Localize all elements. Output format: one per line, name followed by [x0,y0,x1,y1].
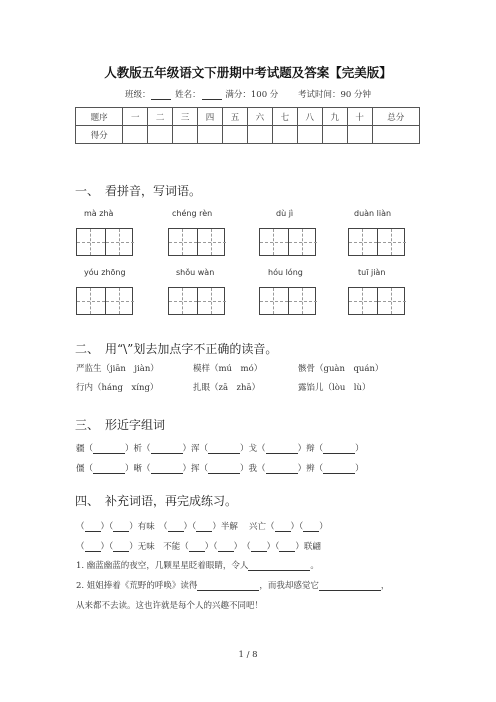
word-char: ）析（ [125,444,151,454]
writing-grid[interactable] [259,287,316,315]
score-cell[interactable] [198,126,223,144]
pinyin-label: duàn liàn [354,209,392,218]
idiom-line [76,540,321,552]
name-label: 姓名： [175,90,201,100]
idiom-text: ）联翩 [295,542,321,552]
exam-title: 人教版五年级语文下册期中考试题及答案【完美版】 [104,65,392,80]
section-1-heading: 一、 看拼音，写词语。 [75,184,202,198]
score-cell[interactable] [123,126,148,144]
idiom-text: ）（ [100,522,114,532]
word-char: ）戈（ [240,444,266,454]
score-table-header-row [76,108,420,126]
answer-blank[interactable] [151,444,183,454]
pinyin-label: yóu zhōng [84,268,126,277]
score-cell[interactable] [148,126,173,144]
section-4-heading: 四、 补充词语，再完成练习。 [75,494,238,508]
score-cell[interactable] [222,126,247,144]
writing-grid[interactable] [259,228,316,256]
reading-item: 模样（mú mó） [193,364,263,374]
word-char: 疆（ [76,444,94,454]
score-table-score-row [76,126,420,144]
score-header-cell: 一 [123,108,148,126]
idiom-text: ）无味 不能（ [129,542,189,552]
name-blank [202,90,222,100]
score-header-cell: 八 [297,108,322,126]
answer-blank[interactable] [208,444,240,454]
writing-grid[interactable] [348,287,405,315]
idiom-text: ）（ [183,522,197,532]
question-text: 。 [310,561,319,571]
word-char: ）辨（ [297,464,324,474]
answer-blank[interactable] [197,581,259,591]
reading-item: 行内（háng xíng） [76,383,159,393]
question-text: 2. 姐姐捧着《荒野的呼唤》读得 [76,581,198,591]
answer-blank[interactable] [93,444,125,454]
writing-grid[interactable] [168,228,225,256]
question-text: 1. 幽蓝幽蓝的夜空，几颗星星眨着眼睛，令人 [76,561,249,571]
score-header-cell: 四 [198,108,223,126]
exam-info-line [0,88,496,100]
answer-blank[interactable] [319,581,381,591]
score-header-cell: 二 [148,108,173,126]
answer-blank[interactable] [279,542,295,552]
score-header-cell: 题序 [76,108,123,126]
score-header-cell: 总分 [372,108,419,126]
idiom-text: （ [76,542,85,552]
word-char: ） [355,444,364,454]
score-cell[interactable] [247,126,272,144]
idiom-text: ）（ [290,522,304,532]
idiom-text: ）半解 兴亡（ [212,522,275,532]
reading-item: 扎眼（zā zhā） [193,383,261,393]
answer-blank[interactable] [196,522,212,532]
answer-blank[interactable] [208,464,240,474]
answer-blank[interactable] [248,561,310,571]
answer-blank[interactable] [85,522,101,532]
answer-blank[interactable] [323,464,355,474]
question-text: ，而我却感觉它 [259,581,319,591]
score-header-cell: 七 [272,108,297,126]
reading-item: 严监生（jiān jiàn） [76,364,159,374]
exam-time: 考试时间：90 分钟 [298,90,372,100]
score-cell[interactable] [272,126,297,144]
class-label: 班级： [124,90,151,100]
writing-grid[interactable] [348,228,405,256]
word-char: 僵（ [76,464,94,474]
reading-item: 露馅儿（lòu lù） [298,383,371,393]
writing-grid[interactable] [168,287,225,315]
section-3-heading: 三、 形近字组词 [75,418,166,432]
question-1 [76,559,319,571]
word-group-row [76,462,364,474]
score-header-cell: 九 [322,108,347,126]
answer-blank[interactable] [189,542,205,552]
pinyin-label: mà zhà [84,209,114,218]
answer-blank[interactable] [113,542,129,552]
section-2-heading: 二、 用“\”划去加点字不正确的读音。 [75,342,278,356]
score-cell[interactable] [372,126,419,144]
answer-blank[interactable] [93,464,125,474]
idiom-text: ）有味 （ [129,522,168,532]
class-blank [151,90,171,100]
pinyin-label: chéng rèn [172,209,213,218]
answer-blank[interactable] [113,522,129,532]
answer-blank[interactable] [168,522,184,532]
word-char: ）晰（ [125,464,151,474]
pinyin-label: shǒu wàn [176,268,215,277]
answer-blank[interactable] [266,444,298,454]
idiom-line [76,520,328,532]
score-cell[interactable] [173,126,198,144]
idiom-text: ）（ [100,542,114,552]
full-score: 满分：100 分 [225,90,279,100]
answer-blank[interactable] [303,522,319,532]
pinyin-label: dù jì [276,209,294,218]
pinyin-label: tuī jiàn [358,268,386,277]
idiom-text: ）（ [266,542,280,552]
writing-grid[interactable] [76,228,133,256]
question-2-continued: 从来都不去读。这也许就是每个人的兴趣不同吧！ [76,601,264,611]
word-char: ）挥（ [182,464,209,474]
writing-grid[interactable] [76,287,133,315]
score-header-cell: 五 [222,108,247,126]
answer-blank[interactable] [323,444,355,454]
word-char: ） [355,464,364,474]
answer-blank[interactable] [251,542,267,552]
question-2 [76,579,389,591]
pinyin-label: hóu lóng [268,268,303,277]
score-header-cell: 三 [173,108,198,126]
idiom-text: ） [319,522,328,532]
score-cell[interactable] [297,126,322,144]
score-header-cell: 六 [247,108,272,126]
answer-blank[interactable] [85,542,101,552]
word-group-row [76,442,364,454]
word-char: ）我（ [240,464,266,474]
word-char: ）浑（ [182,444,209,454]
question-text: ， [380,581,390,591]
score-cell[interactable] [322,126,347,144]
answer-blank[interactable] [151,464,183,474]
score-header-cell: 十 [347,108,372,126]
word-char: ）辩（ [297,444,324,454]
idiom-text: ） （ [233,542,251,552]
score-table [75,107,420,144]
idiom-text: ）（ [204,542,218,552]
answer-blank[interactable] [266,464,298,474]
idiom-text: （ [76,522,85,532]
reading-item: 骸骨（guàn quán） [298,364,384,374]
score-row-label: 得分 [76,126,123,144]
answer-blank[interactable] [275,522,291,532]
page-number: 1 / 8 [238,650,258,660]
score-cell[interactable] [347,126,372,144]
answer-blank[interactable] [218,542,234,552]
